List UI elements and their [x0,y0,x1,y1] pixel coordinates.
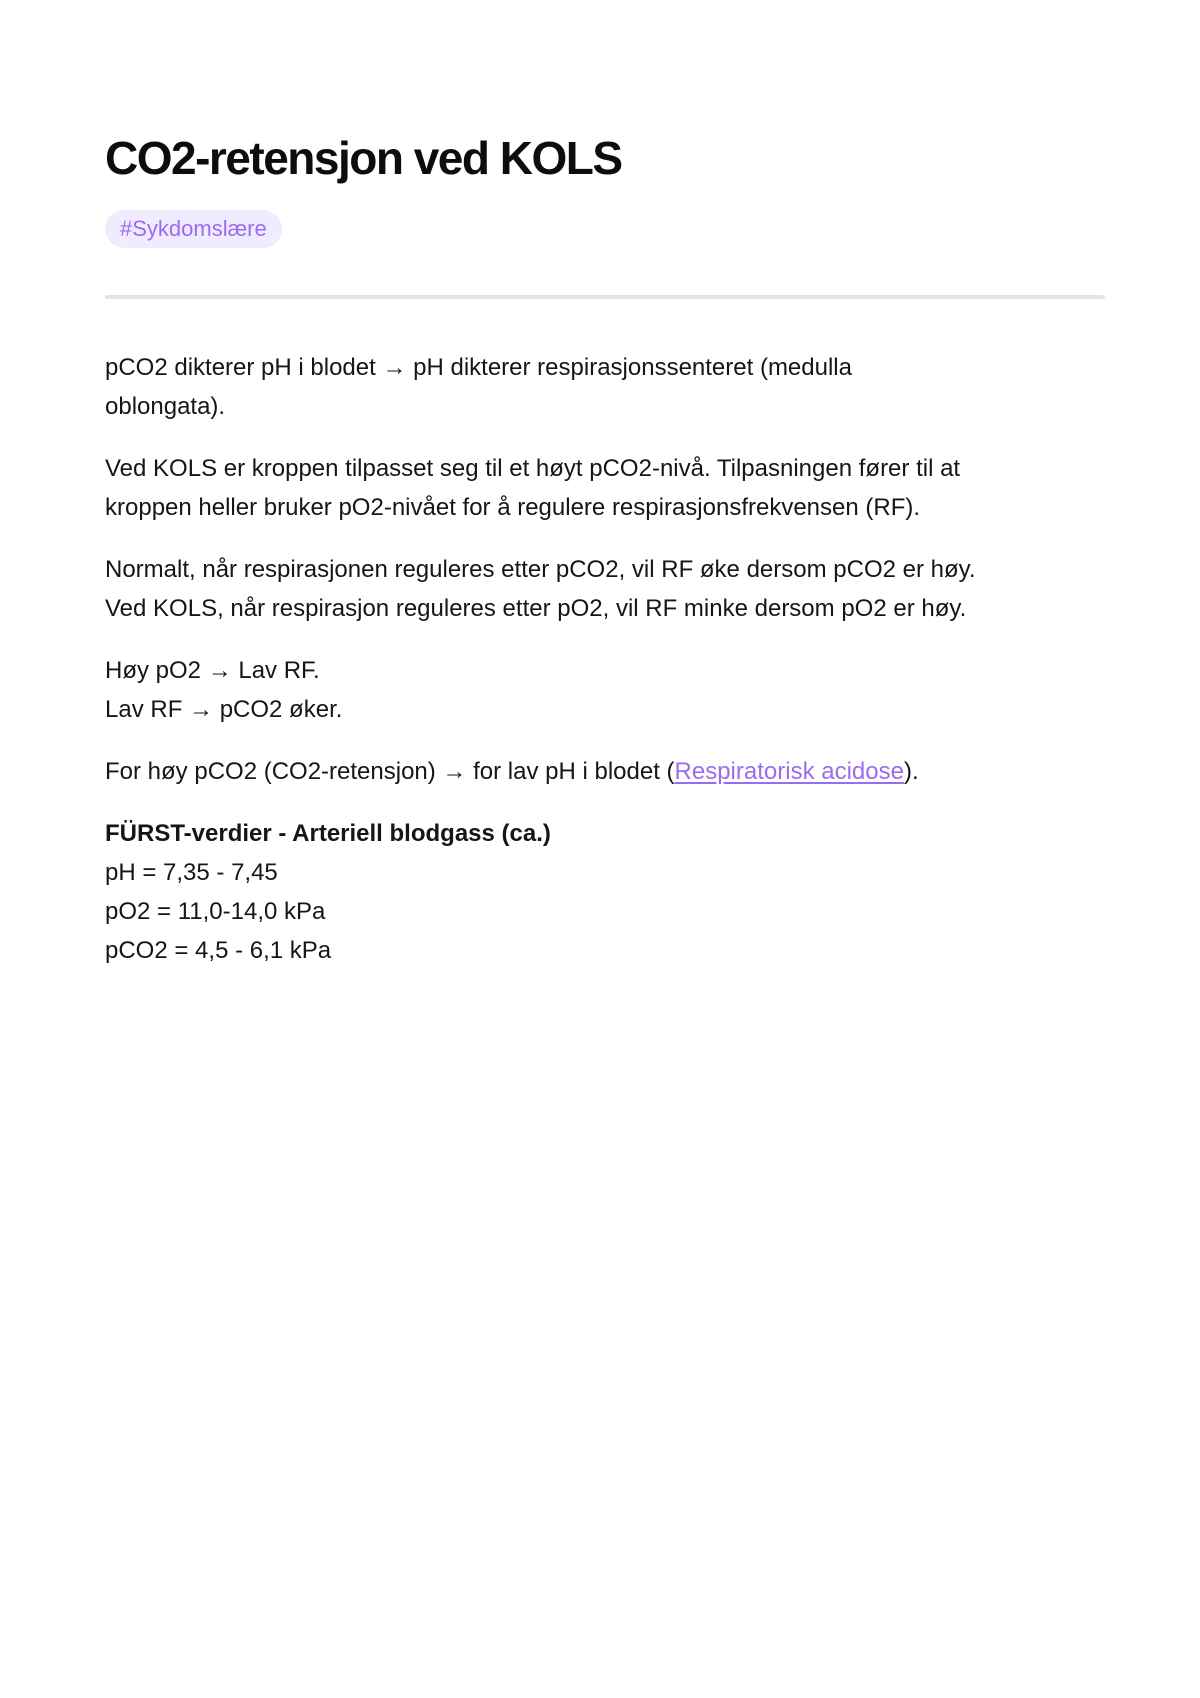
paragraph-retention [105,752,1105,791]
note-body [105,348,1105,993]
paragraph-line: kroppen heller bruker pO2-nivået for å regulere respirasjonsfrekvensen (RF). [105,494,921,521]
reference-value-po2: pO2 = 11,0-14,0 kPa [105,898,326,925]
paragraph-line: oblongata). [105,393,226,420]
retention-text-before: For høy pCO2 (CO2-retensjon) → for lav pH i blodet ( [105,758,675,785]
paragraph-kols-adaptation [105,449,1105,527]
reference-values-heading: FÜRST-verdier - Arteriell blodgass (ca.) [105,820,551,847]
reference-value-pco2: pCO2 = 4,5 - 6,1 kPa [105,937,332,964]
paragraph-line [105,752,1105,791]
paragraph-line: pCO2 dikterer pH i blodet → pH dikterer respirasjonssenteret (medulla [105,354,852,381]
paragraph-chain [105,651,1105,729]
reference-value-ph: pH = 7,35 - 7,45 [105,859,278,886]
paragraph-line: Ved KOLS er kroppen tilpasset seg til et høyt pCO2-nivå. Tilpasningen fører til at [105,455,961,482]
tag-badge[interactable]: #Sykdomslære [105,210,282,248]
paragraph-line: Ved KOLS, når respirasjon reguleres etter pO2, vil RF minke dersom pO2 er høy. [105,595,967,622]
paragraph-regulation [105,550,1105,628]
paragraph-line: Normalt, når respirasjonen reguleres etter pCO2, vil RF øke dersom pCO2 er høy. [105,556,976,583]
paragraph-pco2-ph [105,348,1105,426]
retention-text-after: ). [903,758,919,785]
paragraph-line: Lav RF → pCO2 øker. [105,696,343,723]
paragraph-line: Høy pO2 → Lav RF. [105,657,320,684]
respiratory-acidosis-link[interactable]: Respiratorisk acidose [674,758,904,785]
page-title: CO2-retensjon ved KOLS [105,132,622,184]
divider [105,295,1105,299]
reference-values-block [105,814,1105,970]
